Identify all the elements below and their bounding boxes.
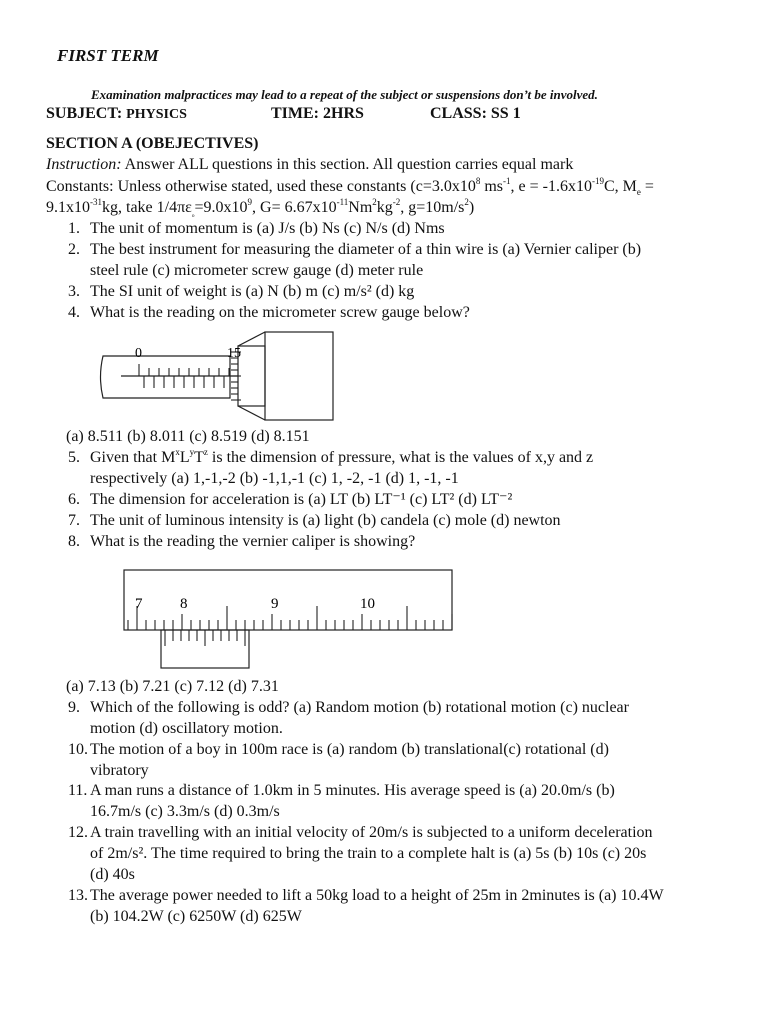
micrometer-sleeve [101,356,231,398]
micrometer-figure [95,328,340,426]
instruction-line [46,155,573,175]
subject-value: PHYSICS [126,107,187,122]
question-10-cont: vibratory [90,762,149,779]
vernier-figure [118,568,458,672]
subject-label: SUBJECT: [46,105,123,122]
micrometer-thimble [238,346,265,406]
time-label: TIME: 2HRS [271,105,364,122]
question-5-cont: respectively (a) 1,-1,-2 (b) -1,1,-1 (c) 1, -2, -1 (d) 1, -1, -1 [90,470,459,487]
question-8: 8. What is the reading the vernier caliper is showing? [68,533,416,550]
question-3: 3. The SI unit of weight is (a) N (b) m (c) m/s² (d) kg [68,283,415,300]
question-1: 1. The unit of momentum is (a) J/s (b) Ns (c) N/s (d) Nms [68,220,445,237]
question-2-cont: steel rule (c) micrometer screw gauge (d) meter rule [90,262,424,279]
vernier-label-8: 8 [180,596,188,612]
question-8-options: (a) 7.13 (b) 7.21 (c) 7.12 (d) 7.31 [66,678,279,695]
class-label: CLASS: SS 1 [430,105,521,122]
vernier-label-7: 7 [135,596,143,612]
micrometer-barrel [265,332,333,420]
section-title: SECTION A (OBEJECTIVES) [46,135,259,152]
question-9: 9. Which of the following is odd? (a) Random motion (b) rotational motion (c) nuclear [68,699,629,716]
question-9-cont: motion (d) oscillatory motion. [90,720,283,737]
micrometer-thimble-label: 15 [227,346,241,361]
question-10: 10. The motion of a boy in 100m race is (a) random (b) translational(c) rotational (d) [68,741,609,758]
question-12-cont-2: (d) 40s [90,866,135,883]
question-2: 2. The best instrument for measuring the diameter of a thin wire is (a) Vernier caliper (b) [68,241,642,258]
question-12-cont: of 2m/s². The time required to bring the train to a complete halt is (a) 5s (b) 10s (c) 20s [90,845,647,862]
instruction-text: Answer ALL questions in this section. All question carries equal mark [121,156,574,173]
micrometer-zero-label: 0 [135,346,142,361]
subject-line [46,104,187,125]
question-6: 6. The dimension for acceleration is (a) LT (b) LT⁻¹ (c) LT² (d) LT⁻² [68,491,513,508]
question-13-cont: (b) 104.2W (c) 6250W (d) 625W [90,908,302,925]
question-4-options: (a) 8.511 (b) 8.011 (c) 8.519 (d) 8.151 [66,428,310,445]
question-7: 7. The unit of luminous intensity is (a) light (b) candela (c) mole (d) newton [68,512,561,529]
question-5: 5. Given that $M^xL^yT^z$ is the dimension of pressure, what is the values of x,y and z [68,446,594,466]
term-heading: FIRST TERM [57,46,159,65]
question-4: 4. What is the reading on the micrometer screw gauge below? [68,304,470,321]
constants-line-1: Constants: Unless otherwise stated, used these constants ($c=3.0x10^8$ $ms^{-1}$, $e = -1.6x10^{-19}C$, $M_e$ = [46,175,654,198]
malpractice-warning: Examination malpractices may lead to a repeat of the subject or suspensions don’t be involved. [91,87,598,102]
vernier-label-9: 9 [271,596,279,612]
question-12: 12. A train travelling with an initial velocity of 20m/s is subjected to a uniform deceleration [68,824,653,841]
question-11: 11. A man runs a distance of 1.0km in 5 minutes. His average speed is (a) 20.0m/s (b) [68,782,615,799]
instruction-label: Instruction: [46,156,122,173]
vernier-label-10: 10 [360,596,375,612]
question-11-cont: 16.7m/s (c) 3.3m/s (d) 0.3m/s [90,803,280,820]
constants-line-2: $9.1x10^{-31}kg$, take $1/4\pi\varepsilon_{_o}=9.0x10^9$, $G= 6.67x10^{-11}Nm^2kg^{-2}$, $g=10m/s^2$) [46,196,475,219]
question-13: 13. The average power needed to lift a 50kg load to a height of 25m in 2minutes is (a) 10.4W [68,887,664,904]
